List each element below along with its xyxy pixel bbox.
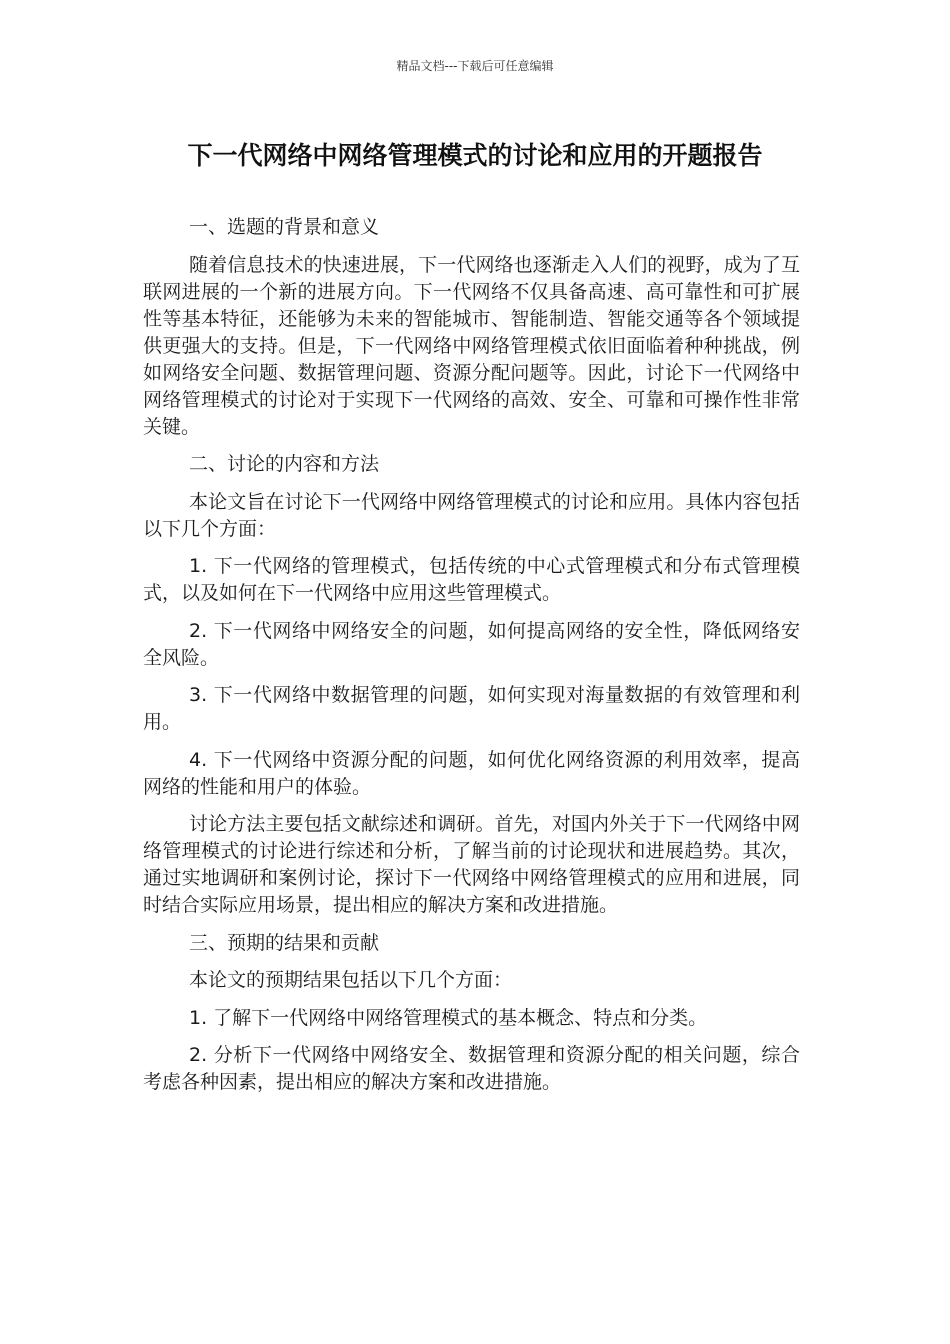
list-item-result-analysis: 2. 分析下一代网络中网络安全、数据管理和资源分配的相关问题，综合考虑各种因素，提出相应的解决方案和改进措施。 [143,1044,800,1093]
list-item-resource-allocation: 4. 下一代网络中资源分配的问题，如何优化网络资源的利用效率，提高网络的性能和用户的体验。 [143,748,800,798]
paragraph-results-intro: 本论文的预期结果包括以下几个方面： [189,969,513,991]
section-heading-expected-results: 三、预期的结果和贡献 [189,931,380,954]
list-item-data-management: 3. 下一代网络中数据管理的问题，如何实现对海量数据的有效管理和利用。 [143,684,800,733]
paragraph-content-intro: 本论文旨在讨论下一代网络中网络管理模式的讨论和应用。具体内容包括以下几个方面： [143,490,800,540]
list-item-network-security: 2. 下一代网络中网络安全的问题，如何提高网络的安全性，降低网络安全风险。 [143,619,800,669]
paragraph-method: 讨论方法主要包括文献综述和调研。首先，对国内外关于下一代网络中网络管理模式的讨论进行综述和分析，了解当前的讨论现状和进展趋势。其次，通过实地调研和案例讨论，探讨下一代网络中网络管理模式的应用和进展，同时结合实际应用场景，提出相应的解决方案和改进措施。 [143,813,800,916]
section-heading-background: 一、选题的背景和意义 [189,216,380,238]
list-item-management-mode: 1. 下一代网络的管理模式，包括传统的中心式管理模式和分布式管理模式，以及如何在下一代网络中应用这些管理模式。 [143,555,800,604]
watermark-text: 精品文档---下载后可任意编辑 [396,59,554,73]
paragraph-background: 随着信息技术的快速进展，下一代网络也逐渐走入人们的视野，成为了互联网进展的一个新的进展方向。下一代网络不仅具备高速、高可靠性和可扩展性等基本特征，还能够为未来的智能城市、智能制造、智能交通等各个领域提供更强大的支持。但是，下一代网络中网络管理模式依旧面临着种种挑战，例如网络安全问题、数据管理问题、资源分配问题等。因此，讨论下一代网络中网络管理模式的讨论对于实现下一代网络的高效、安全、可靠和可操作性非常关键。 [143,253,800,438]
list-item-result-concepts: 1. 了解下一代网络中网络管理模式的基本概念、特点和分类。 [189,1006,708,1029]
section-heading-content-method: 二、讨论的内容和方法 [189,453,380,475]
document-title: 下一代网络中网络管理模式的讨论和应用的开题报告 [187,141,763,170]
document-body [143,214,800,1107]
